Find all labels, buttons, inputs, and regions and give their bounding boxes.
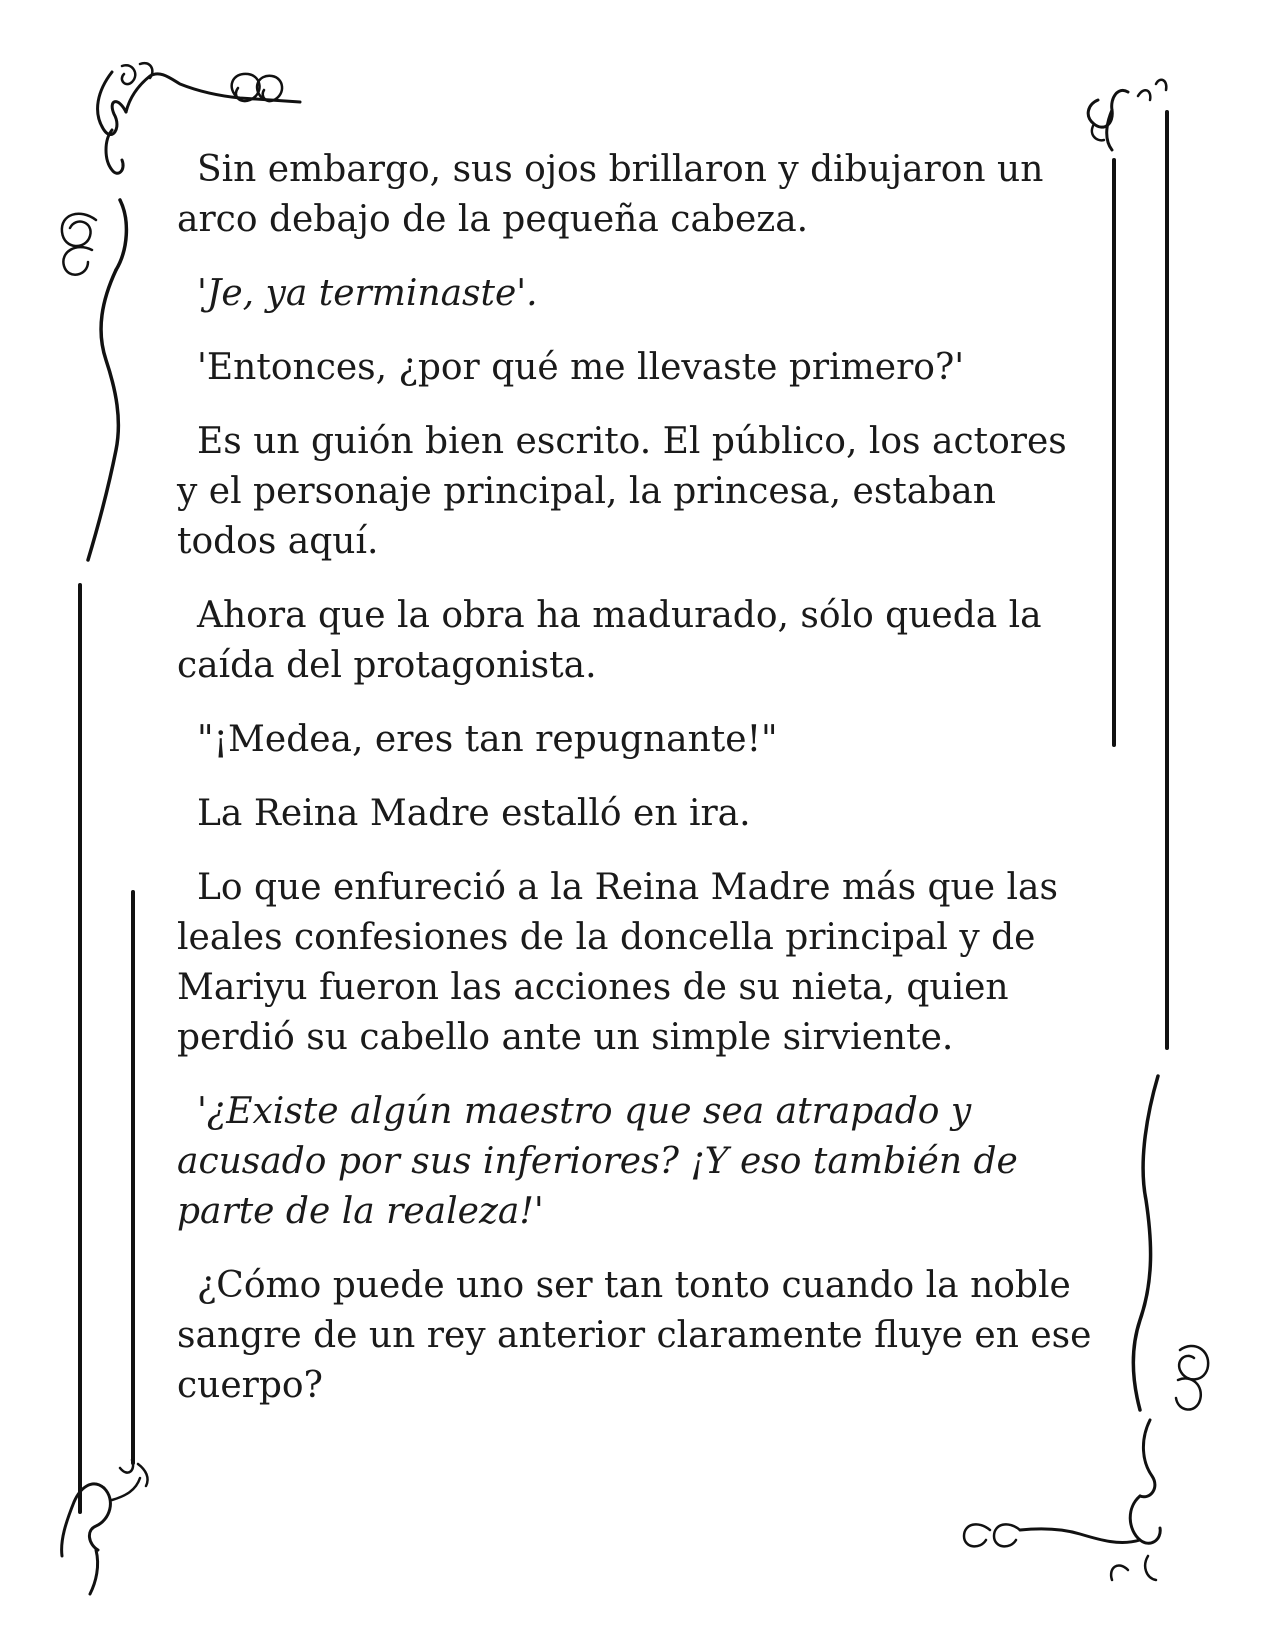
paragraph: Es un guión bien escrito. El público, los actores y el personaje principal, la princesa, estaban todos aquí. xyxy=(177,421,1067,562)
paragraph: La Reina Madre estalló en ira. xyxy=(197,793,751,834)
paragraph: 'Entonces, ¿por qué me llevaste primero?' xyxy=(197,347,965,388)
paragraph-dialogue: "¡Medea, eres tan repugnante!" xyxy=(197,719,778,760)
paragraph-thought: 'Je, ya terminaste'. xyxy=(197,273,538,314)
paragraph: Ahora que la obra ha madurado, sólo queda la caída del protagonista. xyxy=(177,595,1042,686)
paragraph-thought: '¿Existe algún maestro que sea atrapado y acusado por sus inferiores? ¡Y eso también de parte de la realeza!' xyxy=(177,1091,1018,1232)
paragraph: ¿Cómo puede uno ser tan tonto cuando la noble sangre de un rey anterior claramente fluye en ese cuerpo? xyxy=(177,1265,1092,1406)
paragraph: Lo que enfureció a la Reina Madre más que las leales confesiones de la doncella principal y de Mariyu fueron las acciones de su nieta, quien perdió su cabello ante un simple sirviente. xyxy=(177,867,1058,1058)
top-right-flourish-icon xyxy=(1088,80,1166,150)
bottom-left-flourish-icon xyxy=(62,1460,148,1594)
paragraph: Sin embargo, sus ojos brillaron y dibujaron un arco debajo de la pequeña cabeza. xyxy=(177,149,1044,240)
story-text xyxy=(177,145,1097,1435)
